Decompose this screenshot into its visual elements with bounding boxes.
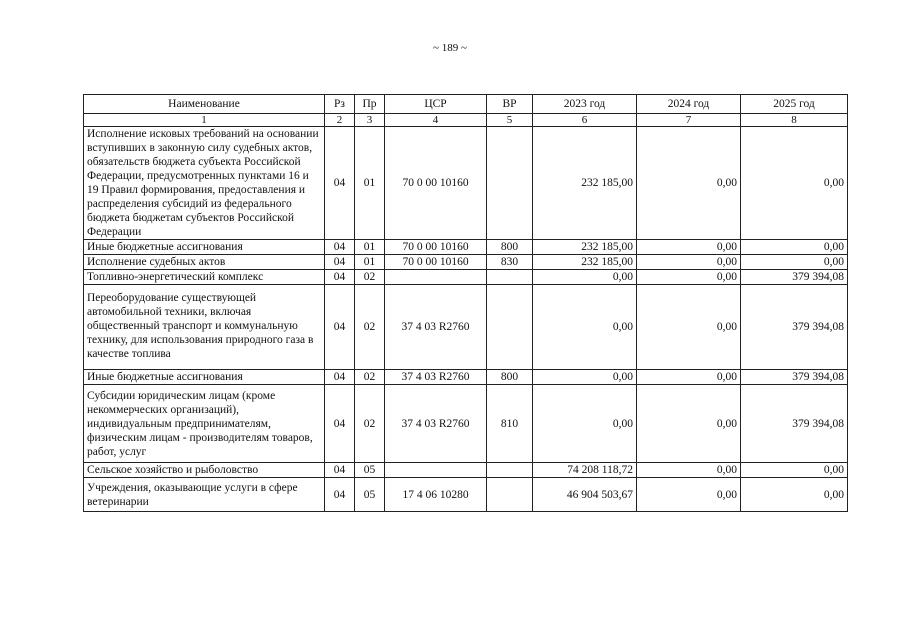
table-row: [84, 127, 848, 240]
row-name: Учреждения, оказывающие услуги в сфере ветеринарии: [84, 478, 325, 512]
row-csr: 70 0 00 10160: [385, 127, 487, 240]
row-name: Иные бюджетные ассигнования: [84, 370, 325, 385]
column-number: 7: [637, 114, 741, 127]
table-row: [84, 255, 848, 270]
row-2023: 0,00: [533, 285, 637, 370]
row-csr: 37 4 03 R2760: [385, 285, 487, 370]
row-2025: 0,00: [741, 478, 848, 512]
row-csr: 70 0 00 10160: [385, 255, 487, 270]
header-row: [84, 95, 848, 114]
row-name: Переоборудование существующей автомобильной техники, включая общественный транспорт и коммунальную технику, для использования природного газа в качестве топлива: [84, 285, 325, 370]
row-2025: 0,00: [741, 127, 848, 240]
row-name: Субсидии юридическим лицам (кроме некоммерческих организаций), индивидуальным предпринимателям, физическим лицам - производителям товаров, работ, услуг: [84, 385, 325, 463]
row-rz: 04: [325, 478, 355, 512]
row-2025: 379 394,08: [741, 285, 848, 370]
row-2024: 0,00: [637, 285, 741, 370]
table-row: [84, 385, 848, 463]
row-pr: 01: [355, 240, 385, 255]
header-2025: 2025 год: [741, 95, 848, 114]
column-number: 8: [741, 114, 848, 127]
row-2024: 0,00: [637, 478, 741, 512]
row-2025: 0,00: [741, 255, 848, 270]
row-name: Топливно-энергетический комплекс: [84, 270, 325, 285]
budget-table: [83, 94, 848, 512]
row-pr: 01: [355, 255, 385, 270]
row-2025: 379 394,08: [741, 270, 848, 285]
header-2024: 2024 год: [637, 95, 741, 114]
row-2024: 0,00: [637, 255, 741, 270]
row-pr: 02: [355, 285, 385, 370]
column-number: 4: [385, 114, 487, 127]
row-2024: 0,00: [637, 463, 741, 478]
row-rz: 04: [325, 270, 355, 285]
column-number: 5: [487, 114, 533, 127]
row-2024: 0,00: [637, 385, 741, 463]
row-csr: [385, 270, 487, 285]
row-rz: 04: [325, 240, 355, 255]
row-pr: 02: [355, 270, 385, 285]
column-number: 2: [325, 114, 355, 127]
row-csr: 70 0 00 10160: [385, 240, 487, 255]
row-name: Иные бюджетные ассигнования: [84, 240, 325, 255]
table-row: [84, 478, 848, 512]
row-2024: 0,00: [637, 240, 741, 255]
row-2024: 0,00: [637, 270, 741, 285]
row-rz: 04: [325, 127, 355, 240]
row-2023: 232 185,00: [533, 127, 637, 240]
row-2023: 0,00: [533, 370, 637, 385]
table-row: [84, 370, 848, 385]
table-row: [84, 270, 848, 285]
row-csr: [385, 463, 487, 478]
row-2025: 379 394,08: [741, 385, 848, 463]
row-csr: 37 4 03 R2760: [385, 385, 487, 463]
column-number: 1: [84, 114, 325, 127]
row-rz: 04: [325, 370, 355, 385]
row-2024: 0,00: [637, 370, 741, 385]
row-2024: 0,00: [637, 127, 741, 240]
row-rz: 04: [325, 285, 355, 370]
row-2023: 46 904 503,67: [533, 478, 637, 512]
row-vr: 800: [487, 370, 533, 385]
row-csr: 37 4 03 R2760: [385, 370, 487, 385]
header-name: Наименование: [84, 95, 325, 114]
row-pr: 02: [355, 370, 385, 385]
column-number: 6: [533, 114, 637, 127]
row-csr: 17 4 06 10280: [385, 478, 487, 512]
row-vr: 810: [487, 385, 533, 463]
row-2023: 0,00: [533, 385, 637, 463]
row-rz: 04: [325, 463, 355, 478]
row-name: Исполнение исковых требований на основании вступивших в законную силу судебных актов, обязательств бюджета субъекта Российской Федерации, предусмотренных пунктами 16 и 19 Правил формирования, предоставления и распределения субсидий из федерального бюджета бюджетам субъектов Российской Федерации: [84, 127, 325, 240]
row-vr: [487, 127, 533, 240]
row-2023: 74 208 118,72: [533, 463, 637, 478]
row-2023: 232 185,00: [533, 255, 637, 270]
header-pr: Пр: [355, 95, 385, 114]
row-vr: [487, 463, 533, 478]
row-pr: 01: [355, 127, 385, 240]
row-vr: [487, 478, 533, 512]
row-pr: 05: [355, 478, 385, 512]
row-rz: 04: [325, 255, 355, 270]
row-name: Исполнение судебных актов: [84, 255, 325, 270]
table-row: [84, 285, 848, 370]
row-2025: 0,00: [741, 240, 848, 255]
table-row: [84, 240, 848, 255]
page-number: ~ 189 ~: [433, 42, 467, 54]
row-vr: 800: [487, 240, 533, 255]
row-vr: [487, 270, 533, 285]
row-2023: 0,00: [533, 270, 637, 285]
row-2023: 232 185,00: [533, 240, 637, 255]
row-2025: 379 394,08: [741, 370, 848, 385]
header-rz: Рз: [325, 95, 355, 114]
table-row: [84, 463, 848, 478]
row-2025: 0,00: [741, 463, 848, 478]
column-number: 3: [355, 114, 385, 127]
row-pr: 02: [355, 385, 385, 463]
header-vr: ВР: [487, 95, 533, 114]
row-rz: 04: [325, 385, 355, 463]
row-name: Сельское хозяйство и рыболовство: [84, 463, 325, 478]
row-pr: 05: [355, 463, 385, 478]
column-numbers-row: [84, 114, 848, 127]
row-vr: 830: [487, 255, 533, 270]
header-2023: 2023 год: [533, 95, 637, 114]
header-csr: ЦСР: [385, 95, 487, 114]
row-vr: [487, 285, 533, 370]
